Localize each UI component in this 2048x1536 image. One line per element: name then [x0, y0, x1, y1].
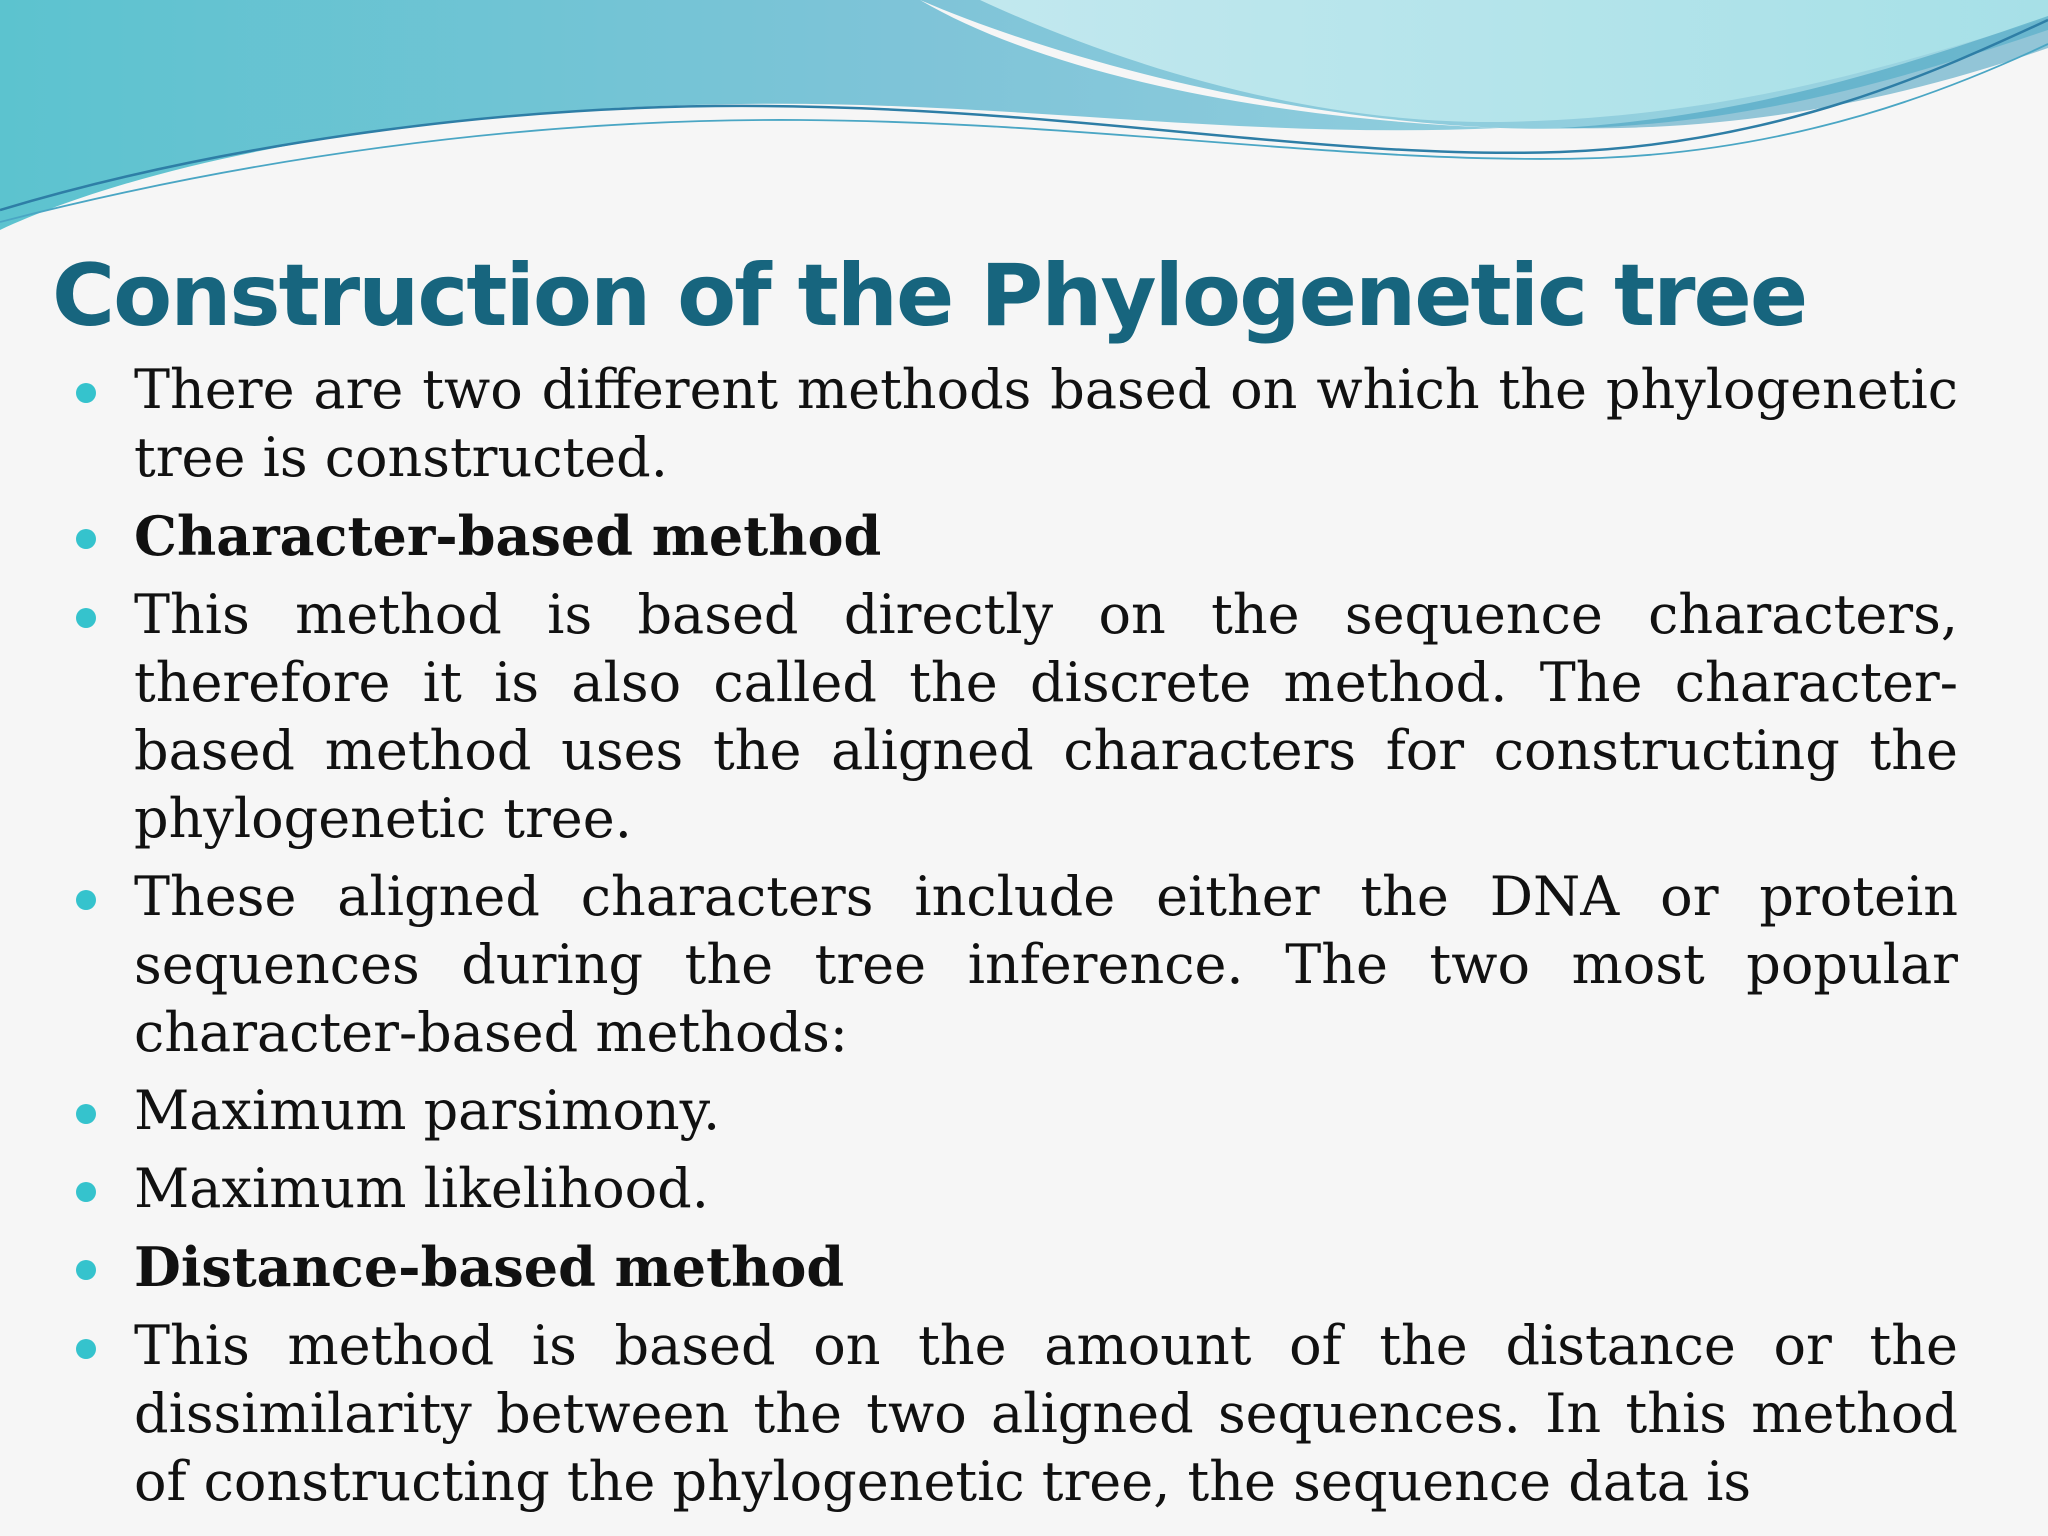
wave-header-decoration — [0, 0, 2048, 240]
bullet-dot-icon — [76, 1182, 96, 1202]
bullet-list — [70, 356, 1958, 1526]
bullet-dot-icon — [76, 890, 96, 910]
bullet-heading — [70, 502, 1958, 571]
bullet-item — [70, 863, 1958, 1067]
bullet-dot-icon — [76, 1104, 96, 1124]
bullet-dot-icon — [76, 529, 96, 549]
bullet-item — [70, 356, 1958, 492]
bullet-text: This method is based directly on the sequence characters, therefore it is also called the discrete method. The character-based method uses the aligned characters for constructing the phylogenetic tree. — [134, 583, 1958, 850]
bullet-text: This method is based on the amount of the distance or the dissimilarity between the two aligned sequences. In this method of constructing the phylogenetic tree, the sequence data is — [134, 1314, 1958, 1513]
bullet-text: These aligned characters include either the DNA or protein sequences during the tree inference. The two most popular character-based methods: — [134, 865, 1958, 1064]
slide-title: Construction of the Phylogenetic tree — [52, 246, 1807, 346]
bullet-text: Distance-based method — [134, 1235, 845, 1299]
bullet-item — [70, 581, 1958, 853]
bullet-text: Character-based method — [134, 504, 882, 568]
bullet-item — [70, 1155, 1958, 1223]
bullet-text: Maximum likelihood. — [134, 1157, 709, 1220]
bullet-dot-icon — [76, 1339, 96, 1359]
bullet-dot-icon — [76, 1260, 96, 1280]
bullet-heading — [70, 1233, 1958, 1302]
bullet-dot-icon — [76, 383, 96, 403]
bullet-dot-icon — [76, 608, 96, 628]
bullet-item — [70, 1312, 1958, 1516]
bullet-text: Maximum parsimony. — [134, 1079, 721, 1142]
bullet-text: There are two different methods based on which the phylogenetic tree is constructed. — [134, 358, 1958, 489]
bullet-item — [70, 1077, 1958, 1145]
